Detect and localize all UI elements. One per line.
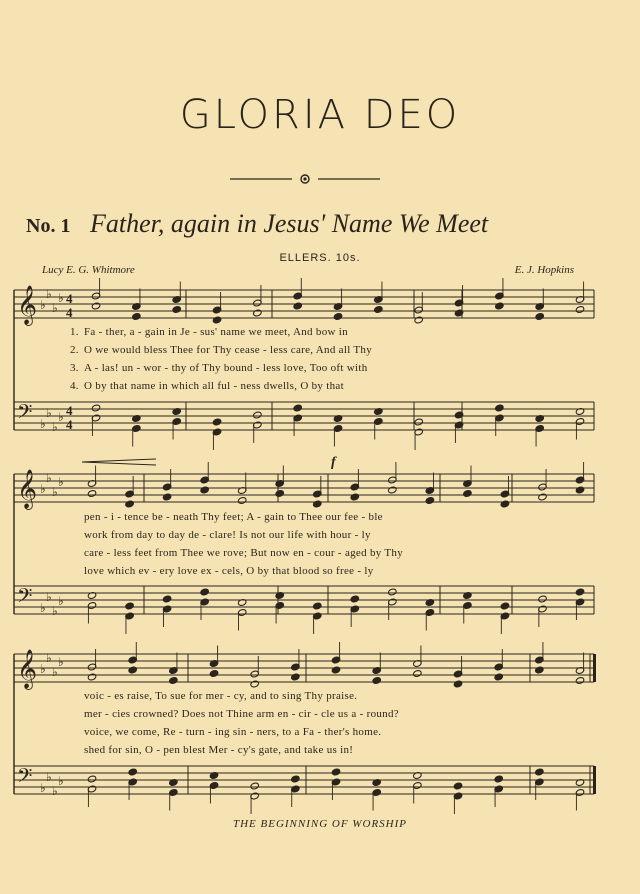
note-head xyxy=(575,486,584,494)
note-head xyxy=(253,309,262,317)
note-head xyxy=(132,313,141,321)
note-head xyxy=(250,680,259,688)
note-head xyxy=(128,666,137,674)
note-head xyxy=(538,595,547,603)
flat-icon: ♭ xyxy=(46,590,52,604)
note-head xyxy=(291,775,300,783)
section-title: GLORIA DEO xyxy=(179,92,461,138)
note-head xyxy=(372,677,381,685)
verse-number: 4. xyxy=(70,380,79,392)
lyric-line xyxy=(70,362,580,374)
note-head xyxy=(535,313,544,321)
flat-icon: ♭ xyxy=(58,291,64,305)
note-head xyxy=(463,490,472,498)
lyric-text: A - las! un - wor - thy of Thy bound - less love, Too oft with xyxy=(84,362,368,374)
flat-icon: ♭ xyxy=(46,770,52,784)
note-head xyxy=(91,404,100,412)
note-head xyxy=(494,673,503,681)
lyric-line xyxy=(70,708,580,720)
flat-icon: ♭ xyxy=(46,287,52,301)
lyric-line xyxy=(70,744,580,756)
note-head xyxy=(500,500,509,508)
lyric-text: voic - es raise, To sue for mer - cy, and to sing Thy praise. xyxy=(84,690,358,702)
note-head xyxy=(331,666,340,674)
bass-clef-icon: 𝄢 xyxy=(17,584,33,612)
note-head xyxy=(293,404,302,412)
note-head xyxy=(212,316,221,324)
note-head xyxy=(91,302,100,310)
lyricist-credit: Lucy E. G. Whitmore xyxy=(42,264,135,276)
note-head xyxy=(453,680,462,688)
bass-clef-icon: 𝄢 xyxy=(17,764,33,792)
note-head xyxy=(125,602,134,610)
note-head xyxy=(535,768,544,776)
note-head xyxy=(200,588,209,596)
lyric-text: shed for sin, O - pen blest Mer - cy's gate, and take us in! xyxy=(84,744,354,756)
note-head xyxy=(453,782,462,790)
dynamic-marking: f xyxy=(331,455,336,470)
note-head xyxy=(250,782,259,790)
note-head xyxy=(87,490,96,498)
time-signature-bottom: 4 xyxy=(66,417,73,432)
lyric-text: O by that name in which all ful - ness dwells, O by that xyxy=(84,380,344,392)
lyric-text: mer - cies crowned? Does not Thine arm en - cir - cle us a - round? xyxy=(84,708,399,720)
note-head xyxy=(291,673,300,681)
lyric-line xyxy=(70,690,580,702)
flat-icon: ♭ xyxy=(40,482,46,496)
note-head xyxy=(200,486,209,494)
note-head xyxy=(162,493,171,501)
note-head xyxy=(495,404,504,412)
flat-icon: ♭ xyxy=(40,601,46,615)
note-head xyxy=(374,306,383,314)
note-head xyxy=(275,490,284,498)
note-head xyxy=(350,595,359,603)
note-head xyxy=(87,775,96,783)
note-head xyxy=(388,486,397,494)
flat-icon: ♭ xyxy=(52,485,58,499)
note-head xyxy=(388,588,397,596)
flat-icon: ♭ xyxy=(40,298,46,312)
note-head xyxy=(87,673,96,681)
flat-icon: ♭ xyxy=(52,301,58,315)
flat-icon: ♭ xyxy=(58,594,64,608)
hymn-number: No. 1 xyxy=(26,215,71,237)
flat-icon: ♭ xyxy=(52,420,58,434)
flat-icon: ♭ xyxy=(58,774,64,788)
note-head xyxy=(350,493,359,501)
lyric-text: Fa - ther, a - gain in Je - sus' name we meet, And bow in xyxy=(84,326,348,338)
flat-icon: ♭ xyxy=(46,471,52,485)
lyric-line xyxy=(70,344,580,356)
verse-number: 2. xyxy=(70,344,79,356)
note-head xyxy=(500,602,509,610)
tune-name: ELLERS. 10s. xyxy=(279,252,361,264)
note-head xyxy=(209,670,218,678)
note-head xyxy=(413,670,422,678)
composer-credit: E. J. Hopkins xyxy=(514,264,574,276)
flat-icon: ♭ xyxy=(58,475,64,489)
treble-clef-icon: 𝄞 xyxy=(17,469,38,509)
lyric-line xyxy=(70,326,580,338)
note-head xyxy=(237,497,246,505)
lyric-line xyxy=(70,529,580,541)
hairpin-line xyxy=(82,459,156,462)
note-head xyxy=(128,768,137,776)
page-footer: THE BEGINNING OF WORSHIP xyxy=(232,818,407,830)
note-head xyxy=(575,677,584,685)
flat-icon: ♭ xyxy=(52,784,58,798)
note-head xyxy=(575,588,584,596)
lyric-text: work from day to day de - clare! Is not our life with hour - ly xyxy=(84,529,371,541)
note-head xyxy=(212,418,221,426)
lyric-line xyxy=(70,380,580,392)
flat-icon: ♭ xyxy=(46,406,52,420)
lyric-line xyxy=(70,565,580,577)
lyric-text: love which ev - ery love ex - cels, O by that blood so free - ly xyxy=(84,565,374,577)
flat-icon: ♭ xyxy=(46,651,52,665)
note-head xyxy=(162,595,171,603)
note-head xyxy=(293,302,302,310)
note-head xyxy=(125,500,134,508)
verse-number: 3. xyxy=(70,362,79,374)
note-head xyxy=(169,677,178,685)
hymn-title: Father, again in Jesus' Name We Meet xyxy=(90,209,489,238)
bass-clef-icon: 𝄢 xyxy=(17,400,33,428)
note-head xyxy=(535,666,544,674)
note-head xyxy=(538,493,547,501)
flat-icon: ♭ xyxy=(52,665,58,679)
note-head xyxy=(425,497,434,505)
flat-icon: ♭ xyxy=(40,781,46,795)
note-head xyxy=(331,768,340,776)
verse-number: 1. xyxy=(70,326,79,338)
note-head xyxy=(575,306,584,314)
treble-clef-icon: 𝄞 xyxy=(17,649,38,689)
flat-icon: ♭ xyxy=(52,604,58,618)
lyric-line xyxy=(70,547,580,559)
note-head xyxy=(313,500,322,508)
lyric-text: voice, we come, Re - turn - ing sin - ners, to a Fa - ther's home. xyxy=(84,726,382,738)
hairpin-line xyxy=(82,462,156,465)
flat-icon: ♭ xyxy=(58,410,64,424)
flat-icon: ♭ xyxy=(40,417,46,431)
flat-icon: ♭ xyxy=(40,662,46,676)
note-head xyxy=(414,418,423,426)
note-head xyxy=(494,775,503,783)
treble-clef-icon: 𝄞 xyxy=(17,285,38,325)
note-head xyxy=(313,602,322,610)
time-signature-top: 4 xyxy=(66,403,73,418)
final-bar-thick xyxy=(593,654,596,682)
flat-icon: ♭ xyxy=(58,655,64,669)
lyric-text: pen - i - tence be - neath Thy feet; A - gain to Thee our fee - ble xyxy=(84,511,383,523)
note-head xyxy=(414,316,423,324)
lyric-line xyxy=(70,511,580,523)
final-bar-thick xyxy=(593,766,596,794)
lyric-line xyxy=(70,726,580,738)
note-head xyxy=(253,411,262,419)
note-head xyxy=(495,302,504,310)
lyric-text: O we would bless Thee for Thy cease - less care, And all Thy xyxy=(84,344,373,356)
note-head xyxy=(333,313,342,321)
time-signature-top: 4 xyxy=(66,291,73,306)
lyric-text: care - less feet from Thee we rove; But now en - cour - aged by Thy xyxy=(84,547,404,559)
time-signature-bottom: 4 xyxy=(66,305,73,320)
note-head xyxy=(172,306,181,314)
